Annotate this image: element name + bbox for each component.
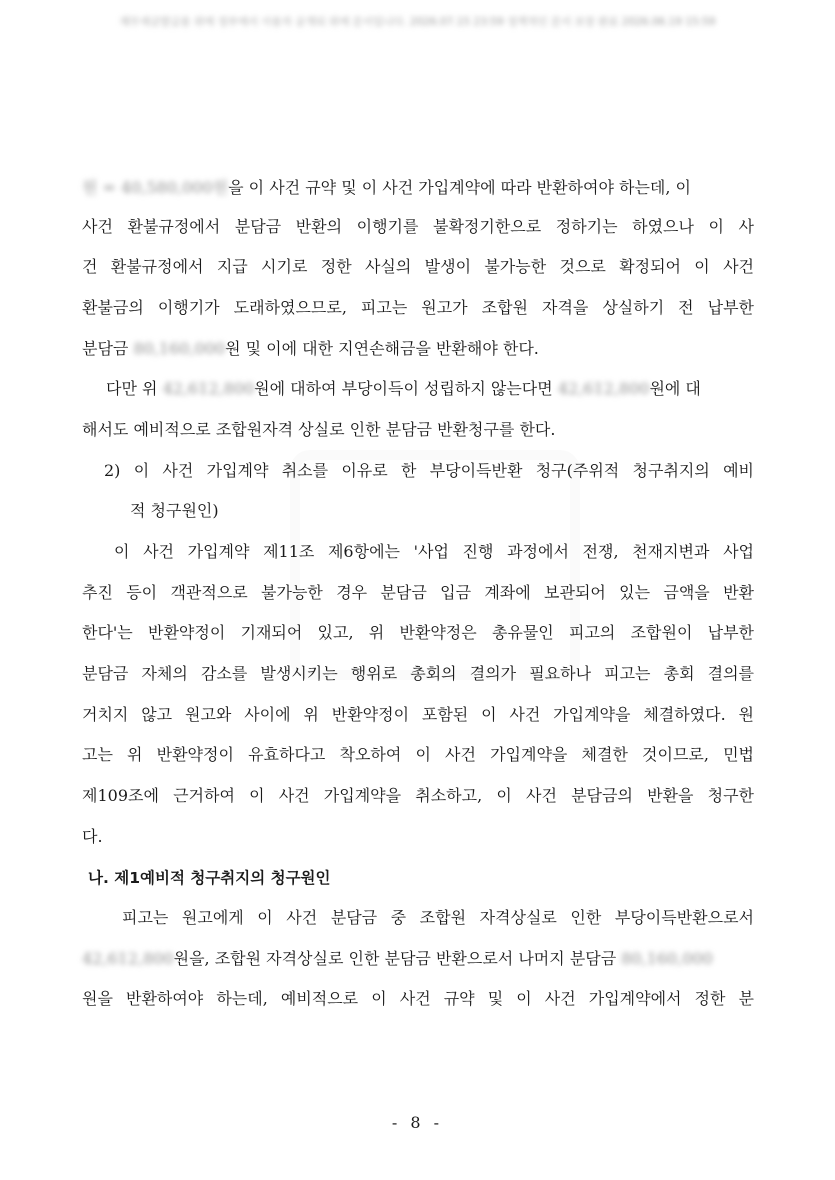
paragraph-3-line-7: 제109조에 근거하여 이 사건 가입계약을 취소하고, 이 사건 분담금의 반환을 청구한 — [82, 786, 754, 805]
text: 원에 대 — [649, 379, 701, 398]
blurred-header-stamp: 재무세금발급용 위에 정부에서 사용자 공개되 위에 문서입니다. 2026.07.15 23:59 정책적인 문서 보장 완료 2026.06.19 15:59 — [119, 16, 716, 28]
paragraph-3-line-5: 거치지 않고 원고와 사이에 위 반환약정이 포함된 이 사건 가입계약을 체결하였다. 원 — [82, 705, 754, 724]
paragraph-2-line-1 — [106, 379, 754, 399]
item-2-line-1: 2) 이 사건 가입계약 취소를 이유로 한 부당이득반환 청구(주위적 청구취지의 예비 — [104, 461, 754, 480]
redacted-amount: 42,612,800 — [162, 379, 255, 398]
redacted-amount: 80,160,000 — [621, 949, 713, 968]
paragraph-1-line-3: 건 환불규정에서 지급 시기로 정한 사실의 발생이 불가능한 것으로 확정되어 이 사건 — [82, 257, 754, 276]
text: 원을, 조합원 자격상실로 인한 분담금 반환으로서 나머지 분담금 — [173, 949, 617, 968]
paragraph-3-line-8: 다. — [82, 827, 103, 846]
text: 다만 위 — [106, 379, 158, 398]
paragraph-3-line-2: 추진 등이 객관적으로 불가능한 경우 분담금 입금 계좌에 보관되어 있는 금액을 반환 — [82, 583, 754, 602]
text: 원 및 이에 대한 지연손해금을 반환해야 한다. — [225, 339, 539, 358]
faint-watermark — [290, 450, 580, 680]
paragraph-3-line-1: 이 사건 가입계약 제11조 제6항에는 '사업 진행 과정에서 전쟁, 천재지변과 사업 — [114, 542, 754, 561]
section-heading: 나. 제1예비적 청구취지의 청구원인 — [88, 869, 331, 887]
paragraph-1-line-1 — [82, 178, 754, 198]
paragraph-3-line-3: 한다'는 반환약정이 기재되어 있고, 위 반환약정은 총유물인 피고의 조합원이 납부한 — [82, 623, 754, 642]
paragraph-2-line-2: 해서도 예비적으로 조합원자격 상실로 인한 분담금 반환청구를 한다. — [82, 420, 556, 439]
text: 분담금 — [82, 339, 129, 358]
redacted-amount: 80,160,000 — [133, 339, 226, 358]
text: 을 이 사건 규약 및 이 사건 가입계약에 따라 반환하여야 하는데, 이 — [228, 178, 691, 197]
paragraph-3-line-6: 고는 위 반환약정이 유효하다고 착오하여 이 사건 가입계약을 체결한 것이므로, 민법 — [82, 745, 754, 764]
paragraph-4-line-2 — [82, 949, 754, 969]
paragraph-1-line-2: 사건 환불규정에서 분담금 반환의 이행기를 불확정기한으로 정하기는 하였으나 이 사 — [82, 217, 754, 236]
paragraph-1-line-5 — [82, 339, 754, 359]
text: 원에 대하여 부당이득이 성립하지 않는다면 — [254, 379, 553, 398]
paragraph-4-line-1: 피고는 원고에게 이 사건 분담금 중 조합원 자격상실로 인한 부당이득반환으로서 — [122, 908, 754, 927]
paragraph-1-line-4: 환불금의 이행기가 도래하였으므로, 피고는 원고가 조합원 자격을 상실하기 전 납부한 — [82, 298, 754, 317]
redacted-amount: 42,612,800 — [557, 379, 650, 398]
redacted-amount: 42,612,800 — [82, 949, 174, 968]
item-2-line-2: 적 청구원인) — [130, 501, 219, 520]
page-number: - 8 - — [391, 1113, 444, 1132]
paragraph-3-line-4: 분담금 자체의 감소를 발생시키는 행위로 총회의 결의가 필요하나 피고는 총회 결의를 — [82, 664, 754, 683]
paragraph-4-line-3: 원을 반환하여야 하는데, 예비적으로 이 사건 규약 및 이 사건 가입계약에서 정한 분 — [82, 989, 754, 1008]
redacted-amount: 원 = 40,580,000원 — [82, 178, 229, 197]
